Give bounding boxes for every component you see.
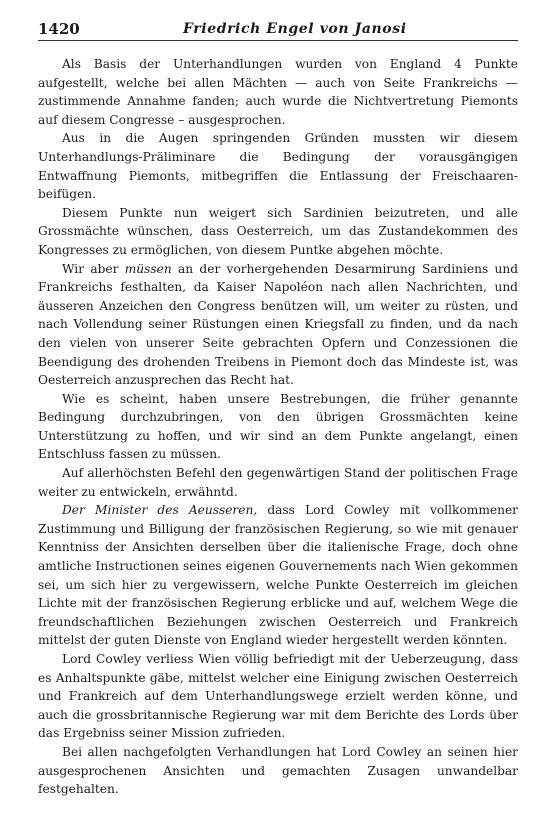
paragraph-4 <box>38 260 518 390</box>
paragraph-text: Bei allen nachgefolgten Verhandlungen hat Lord Cowley an seinen hier ausgesprochenen Ansichten und gemachten Zusagen unwandelbar festgehalten. <box>38 744 518 797</box>
paragraph-5 <box>38 390 518 464</box>
paragraph-text: Als Basis der Unterhandlungen wurden von England 4 Punkte aufgestellt, welche bei allen Mächten — auch von Seite Frankreichs — zustimmende Annahme fanden; auch wurde die Nichtvertretung Piemonts auf diesem Congresse – ausgesprochen. <box>38 57 518 127</box>
paragraph-text: Lord Cowley verliess Wien völlig befriedigt mit der Ueberzeugung, dass es Anhaltspunkte gäbe, mittelst welcher eine Einigung zwischen Oesterreich und Frankreich auf dem Unterhandlungswege erzielt werden könne, und auch die grossbritannische Regierung war mit dem Berichte des Lords über das Ergebniss seiner Mission zufrieden. <box>38 652 518 741</box>
paragraph-9 <box>38 743 518 799</box>
paragraph-3 <box>38 204 518 260</box>
paragraph-text: an der vorhergehenden Desarmirung Sardiniens und Frankreichs festhalten, da Kaiser Napoléon nach allen Nachrichten, und äusseren Anzeichen den Congress benützen will, um weiter zu rüsten, und nach Vollendung seiner Rüstungen einen Kriegsfall zu finden, und da nach den vielen von unserer Seite gebrachten Opfern und Conzessionen die Beendigung des drohenden Treibens in Piemont doch das Mindeste ist, was Oesterreich anzusprechen das Recht hat. <box>38 261 518 388</box>
paragraph-text-prefix: Wir aber <box>62 261 125 276</box>
emphasized-phrase: Der Minister des Aeusseren, <box>62 503 258 518</box>
paragraph-text: Aus in die Augen springenden Gründen mussten wir diesem Unterhandlungs-Präliminare die Bedingung der vorausgängigen Entwaffnung Piemonts, mitbegriffen die Entlassung der Freischaaren-beifügen. <box>38 131 518 202</box>
paragraph-7 <box>38 501 518 650</box>
paragraph-2 <box>38 129 518 203</box>
paragraph-1 <box>38 55 518 129</box>
paragraph-text: Wie es scheint, haben unsere Bestrebungen, die früher genannte Bedingung durchzubringen, von den übrigen Grossmächten keine Unterstützung zu hoffen, und wir sind an dem Punkte angelangt, einen Entschluss fassen zu müssen. <box>38 391 518 462</box>
page-header <box>38 18 518 41</box>
paragraph-6 <box>38 464 518 501</box>
paragraph-text: Auf allerhöchsten Befehl den gegenwärtigen Stand der politischen Frage weiter zu entwickeln, erwähntd. <box>38 466 518 499</box>
paragraph-text: dass Lord Cowley mit vollkommener Zustimmung und Billigung der französischen Regierung, so wie mit genauer Kenntniss der Ansichten derselben über die italienische Frage, doch ohne amtliche Instructionen seines eigenen Gouvernements nach Wien gekommen sei, um sich hier zu vergewissern, welche Punkte Oesterreich im gleichen Lichte mit der französischen Regierung erblicke und auf, welchem Wege die freundschaftlichen Beziehungen zwischen Oesterreich und Frankreich mittelst der guten Dienste von England wieder hergestellt werden könnten. <box>38 503 518 648</box>
book-page <box>38 18 518 799</box>
paragraph-text: Diesem Punkte nun weigert sich Sardinien beizutreten, und alle Grossmächte wünschen, dass Oesterreich, um das Zustandekommen des Kongresses zu ermöglichen, von diesem Puntke abgehen möchte. <box>38 205 518 257</box>
emphasized-word: müssen <box>124 261 172 276</box>
running-title: Friedrich Engel von Janosi <box>183 21 407 37</box>
paragraph-8 <box>38 650 518 743</box>
body-text <box>38 55 518 799</box>
page-number: 1420 <box>38 20 80 38</box>
